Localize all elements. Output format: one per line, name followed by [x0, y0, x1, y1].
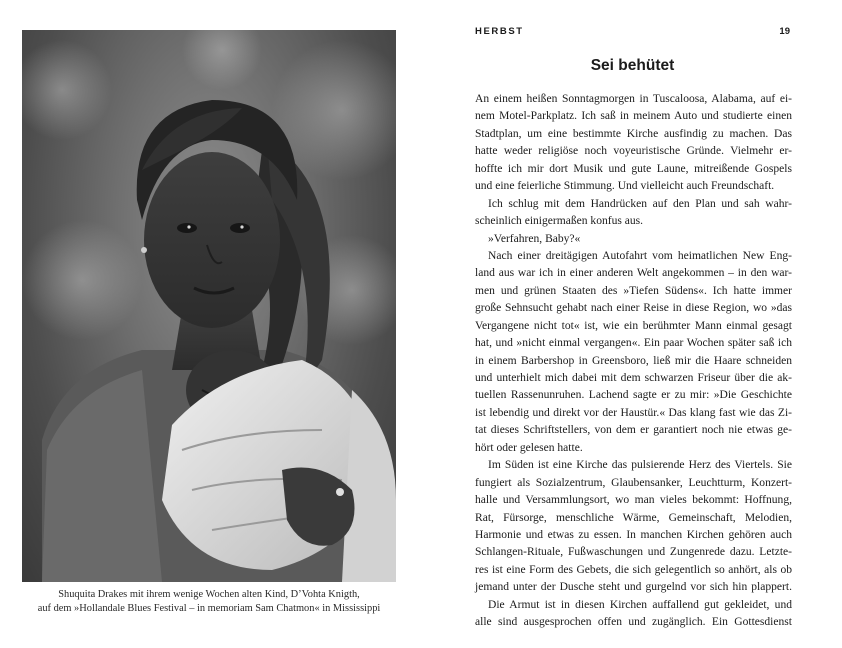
text-line: Im Süden ist eine Kirche das pulsierende Herz des Viertels. Sie	[488, 459, 792, 472]
text-line: scheinlich einigermaßen konfus aus.	[475, 215, 644, 228]
chapter-title: Sei behütet	[590, 57, 675, 74]
text-line: in einem Barbershop in Greensboro, ließ mir die Haare schneiden	[475, 354, 792, 367]
photo-caption	[22, 588, 396, 615]
body-text	[475, 91, 792, 632]
portrait-photo	[22, 30, 396, 582]
text-line: und unterhielt mich dabei mit dem schwarzen Friseur über die ak-	[475, 372, 792, 384]
text-line: tat dieses Schriftstellers, von dem er garantiert noch nie etwas ge-	[475, 424, 792, 437]
text-line: men und grünen Staaten des »Tiefen Südens«. Ich hatte immer	[475, 284, 792, 297]
caption-line-2: auf dem »Hollandale Blues Festival – in memoriam Sam Chatmon« in Mississippi	[37, 602, 381, 614]
text-line: Nach einer dreitägigen Autofahrt vom heimatlichen New Eng-	[488, 249, 792, 262]
running-header: HERBST	[475, 26, 524, 37]
text-line: hoffte ich mir dort Musik und gute Laune, mitreißende Gospels	[475, 162, 792, 175]
text-line: Ich schlug mit dem Handrücken auf den Plan und sah wahr-	[488, 197, 792, 210]
text-line: hört oder gelesen hatte.	[475, 441, 583, 454]
text-line: res ist eine Form des Gebets, die sich gelegentlich so anhört, als ob	[475, 563, 792, 576]
caption-line-1: Shuquita Drakes mit ihrem wenige Wochen alten Kind, D’Vohta Knigth,	[58, 589, 360, 600]
text-line: land aus war ich in einer anderen Welt angekommen – in den war-	[475, 267, 792, 280]
photo-illustration	[22, 30, 396, 582]
text-line: tuellen Rassenunruhen. Lachend sagte er zu mir: »Die Geschichte	[475, 389, 792, 402]
text-line: jemand unter der Dusche steht und gurgelnd vor sich hin plappert.	[475, 581, 792, 594]
text-line: ist lebendig und direkt vor der Haustür.« Das klang fast wie das Zi-	[475, 406, 792, 419]
text-line: alle sind ausgesprochen offen und zugänglich. Ein Gottesdienst	[475, 616, 792, 629]
text-line: Rat, Fürsorge, menschliche Wärme, Gemeinschaft, Melodien,	[475, 511, 792, 524]
text-line: Die Armut ist in diesen Kirchen auffallend gut gekleidet, und	[488, 598, 792, 611]
text-line: Vergangene nicht tot« ist, wie ein berühmter Mann einmal gesagt	[475, 319, 792, 332]
page-number: 19	[779, 26, 790, 37]
text-line: Schlangen-Rituale, Fußwaschungen und Zungenrede dazu. Letzte-	[475, 546, 792, 559]
text-line: nem Motel-Parkplatz. Ich saß in meinem Auto und studierte einen	[475, 110, 792, 123]
text-line: große Sehnsucht gehabt nach einer Reise in diese Region, wo »das	[475, 302, 792, 315]
text-line: »Verfahren, Baby?«	[488, 232, 581, 245]
text-line: fungiert als Sozialzentrum, Glaubensanker, Leuchtturm, Konzert-	[475, 476, 792, 489]
text-line: Stadtplan, um eine bestimmte Kirche ausfindig zu machen. Das	[475, 127, 792, 140]
text-line: hatte weder religiöse noch voyeuristische Gründe. Vielmehr er-	[475, 145, 792, 158]
text-line: halle und Versammlungsort, wo man vieles bekommt: Hoffnung,	[475, 494, 792, 507]
text-line: An einem heißen Sonntagmorgen in Tuscaloosa, Alabama, auf ei-	[475, 93, 792, 105]
text-line: hat, und »nicht einmal vergangen«. Ein paar Wochen später saß ich	[475, 337, 792, 350]
text-line: und eine feierliche Stimmung. Und vielleicht auch Freundschaft.	[475, 180, 775, 193]
text-line: Harmonie und etwas zu essen. In manchen Kirchen gehören auch	[475, 528, 792, 541]
